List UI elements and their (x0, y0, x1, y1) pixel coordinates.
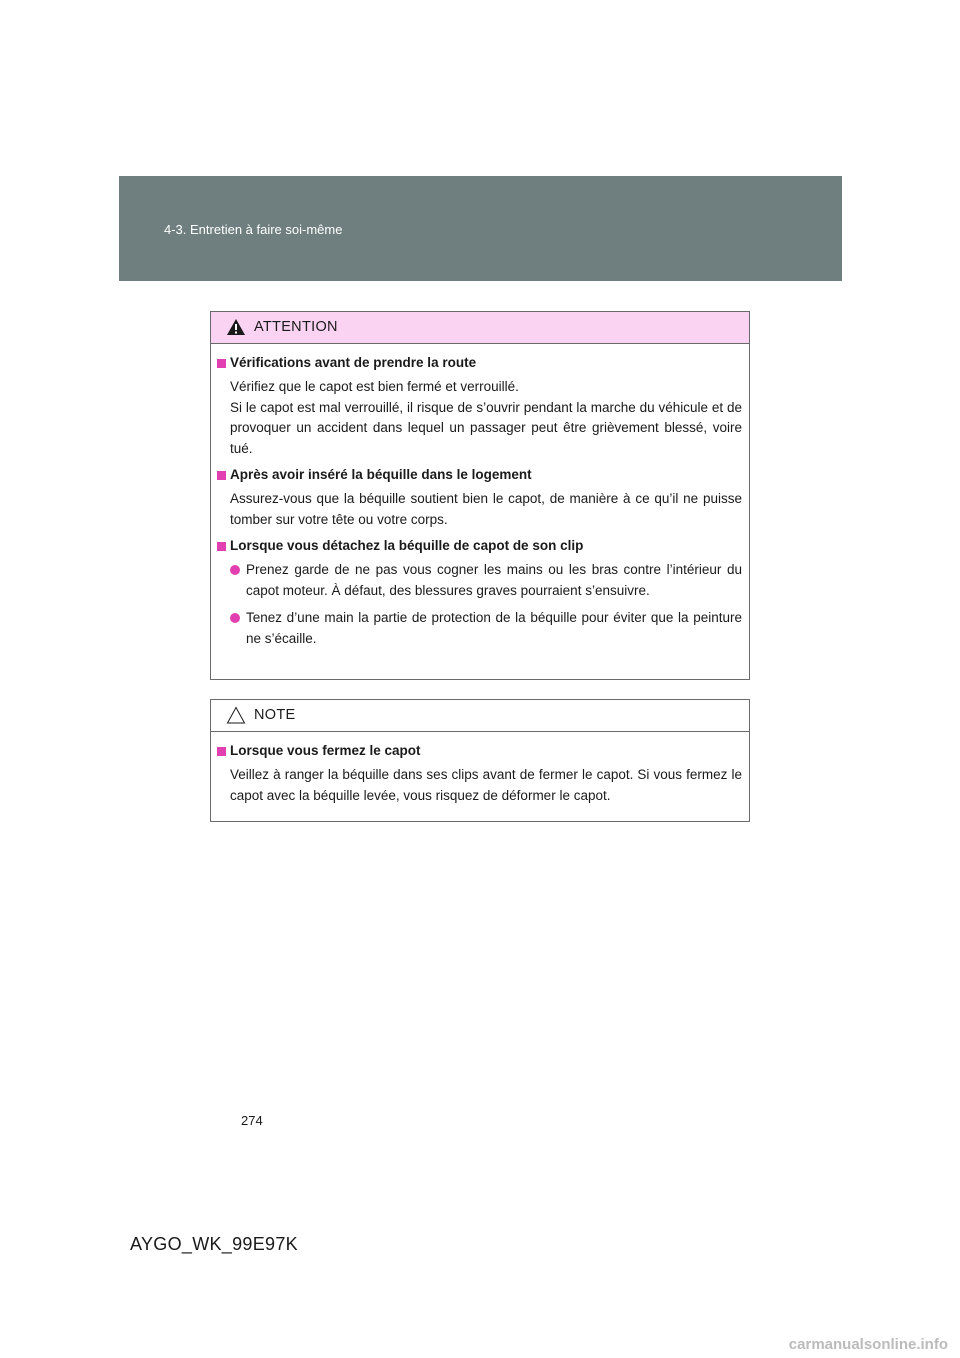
section-heading: Vérifications avant de prendre la route (217, 353, 742, 373)
paragraph: Assurez-vous que la béquille soutient bien le capot, de manière à ce qu’il ne puisse tomber sur votre tête ou votre corps. (230, 491, 742, 527)
square-bullet-icon (217, 542, 226, 551)
square-bullet-icon (217, 359, 226, 368)
list-item: Tenez d’une main la partie de protection de la béquille pour éviter que la peinture ne s’écaille. (246, 608, 742, 649)
attention-title: ATTENTION (254, 319, 338, 335)
round-bullet-icon (230, 613, 240, 623)
note-body (211, 732, 749, 806)
square-bullet-icon (217, 471, 226, 480)
section-heading: Après avoir inséré la béquille dans le logement (217, 465, 742, 485)
warning-triangle-filled-icon (226, 318, 246, 336)
paragraph: Vérifiez que le capot est bien fermé et verrouillé. (230, 379, 519, 394)
section-heading: Lorsque vous détachez la béquille de capot de son clip (217, 536, 742, 556)
warning-triangle-outline-icon (226, 706, 246, 724)
note-header (211, 700, 749, 732)
section-title: 4-3. Entretien à faire soi-même (164, 222, 343, 237)
round-bullet-icon (230, 565, 240, 575)
paragraph: Si le capot est mal verrouillé, il risque de s’ouvrir pendant la marche du véhicule et de provoquer un accident dans lequel un passager peut être grièvement blessé, voire tué. (230, 399, 742, 456)
square-bullet-icon (217, 747, 226, 756)
header-band (119, 176, 842, 281)
page-number: 274 (241, 1113, 263, 1128)
note-box (210, 699, 750, 822)
note-title: NOTE (254, 707, 296, 723)
attention-header (211, 312, 749, 344)
attention-box (210, 311, 750, 680)
paragraph: Veillez à ranger la béquille dans ses clips avant de fermer le capot. Si vous fermez le capot avec la béquille levée, vous risquez de déformer le capot. (230, 767, 742, 803)
watermark: carmanualsonline.info (788, 1336, 948, 1353)
list-item: Prenez garde de ne pas vous cogner les mains ou les bras contre l’intérieur du capot moteur. À défaut, des blessures graves pourraient s’ensuivre. (246, 560, 742, 601)
attention-body (211, 344, 749, 649)
document-code: AYGO_WK_99E97K (130, 1234, 298, 1254)
section-heading: Lorsque vous fermez le capot (217, 741, 742, 761)
